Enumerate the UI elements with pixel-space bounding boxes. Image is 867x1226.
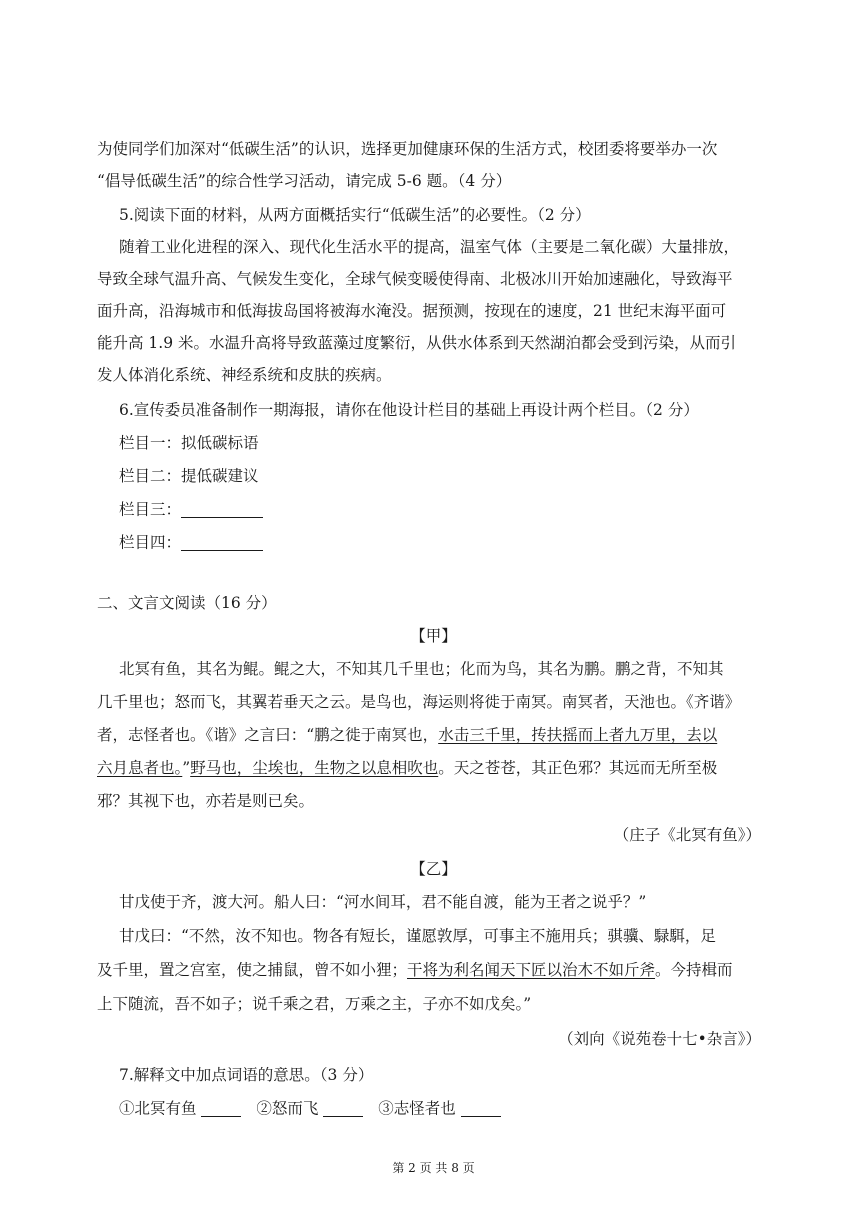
passage-line-3: 面升高，沿海城市和低海拔岛国将被海水淹没。据预测，按现在的速度，21 世纪末海平面可 [97,302,727,320]
question-5-stem: 5.阅读下面的材料，从两方面概括实行“低碳生活”的必要性。（2 分） [119,206,591,224]
yi-line-1: 甘戊使于齐，渡大河。船人曰：“河水间耳，君不能自渡，能为王者之说乎？” [119,893,647,911]
q7-blank-3[interactable] [461,1101,501,1117]
answer-blank-4[interactable] [181,535,263,551]
q7-item-3: ③志怪者也 [378,1099,456,1118]
column-item-2: 栏目二：提低碳建议 [119,467,259,485]
passage-line-5: 发人体消化系统、神经系统和皮肤的疾病。 [97,366,392,384]
jia-source: （庄子《北冥有鱼》） [613,826,761,844]
jia-line-3 [97,728,717,744]
q7-blank-2[interactable] [323,1101,363,1117]
jia-underlined-sentence-1-end: 六月息者也。 [97,759,183,777]
yi-underlined-sentence: 干将为利名闻天下匠以治木不如斤斧 [407,961,656,979]
column-item-3-label: 栏目三： [119,500,182,519]
column-item-1: 栏目一：拟低碳标语 [119,434,259,452]
passage-yi-title: 【乙】 [410,860,457,878]
passage-line-4: 能升高 1.9 米。水温升高将导致蓝藻过度繁衍，从供水体系到天然湖泊都会受到污染，从而引 [97,334,737,352]
passage-line-2: 导致全球气温升高、气候发生变化，全球气候变暖使得南、北极冰川开始加速融化，导致海平 [97,270,733,288]
question-7-items [119,1101,501,1117]
yi-line-4: 上下随流，吾不如子；说千乘之君，万乘之主，子亦不如戊矣。” [97,995,532,1013]
jia-underlined-sentence-2: 野马也，尘埃也，生物之以息相吹也 [190,759,439,777]
question-6-stem: 6.宣传委员准备制作一期海报，请你在他设计栏目的基础上再设计两个栏目。（2 分） [119,401,699,419]
column-item-4-label: 栏目四： [119,533,182,552]
jia-line-5: 邪？其视下也，亦若是则已矣。 [97,792,315,810]
q7-item-1: ①北冥有鱼 [119,1099,197,1118]
column-item-3 [119,502,263,518]
jia-quote-close: ” [182,759,191,777]
page-footer: 第 2 页 共 8 页 [392,1161,475,1175]
q7-blank-1[interactable] [201,1101,241,1117]
jia-underlined-sentence-1: 水击三千里，抟扶摇而上者九万里，去以 [438,726,718,744]
jia-line-3-text: 者，志怪者也。《谐》之言曰：“鹏之徙于南冥也， [97,726,439,744]
yi-line-3-text: 及千里，置之宫室，使之捕鼠，曾不如小狸； [97,961,408,979]
yi-source: （刘向《说苑卷十七•杂言》） [558,1030,761,1048]
jia-line-4-end: 。天之苍苍，其正色邪？其远而无所至极 [438,759,718,777]
jia-line-2: 几千里也；怒而飞，其翼若垂天之云。是鸟也，海运则将徙于南冥。南冥者，天池也。《齐谐》 [97,693,741,711]
jia-line-1: 北冥有鱼，其名为鲲。鲲之大，不知其几千里也；化而为鸟，其名为鹏。鹏之背，不知其 [119,660,724,678]
passage-line-1: 随着工业化进程的深入、现代化生活水平的提高，温室气体（主要是二氧化碳）大量排放， [119,238,740,256]
yi-line-3 [97,963,733,979]
intro-line-1: 为使同学们加深对“低碳生活”的认识，选择更加健康环保的生活方式，校团委将要举办一次 [97,140,718,158]
section-2-title: 二、文言文阅读（16 分） [97,594,277,612]
intro-line-2: “倡导低碳生活”的综合性学习活动，请完成 5-6 题。（4 分） [97,172,512,190]
answer-blank-3[interactable] [181,502,263,518]
question-7-stem: 7.解释文中加点词语的意思。（3 分） [119,1066,374,1084]
column-item-4 [119,535,263,551]
q7-item-2: ②怒而飞 [256,1099,319,1118]
yi-line-2: 甘戊曰：“不然，汝不知也。物各有短长，谨愿敦厚，可事主不施用兵；骐骥、騄駬，足 [119,927,716,945]
yi-line-3-end: 。今持楫而 [655,961,733,979]
passage-jia-title: 【甲】 [410,627,457,645]
jia-line-4 [97,761,717,777]
